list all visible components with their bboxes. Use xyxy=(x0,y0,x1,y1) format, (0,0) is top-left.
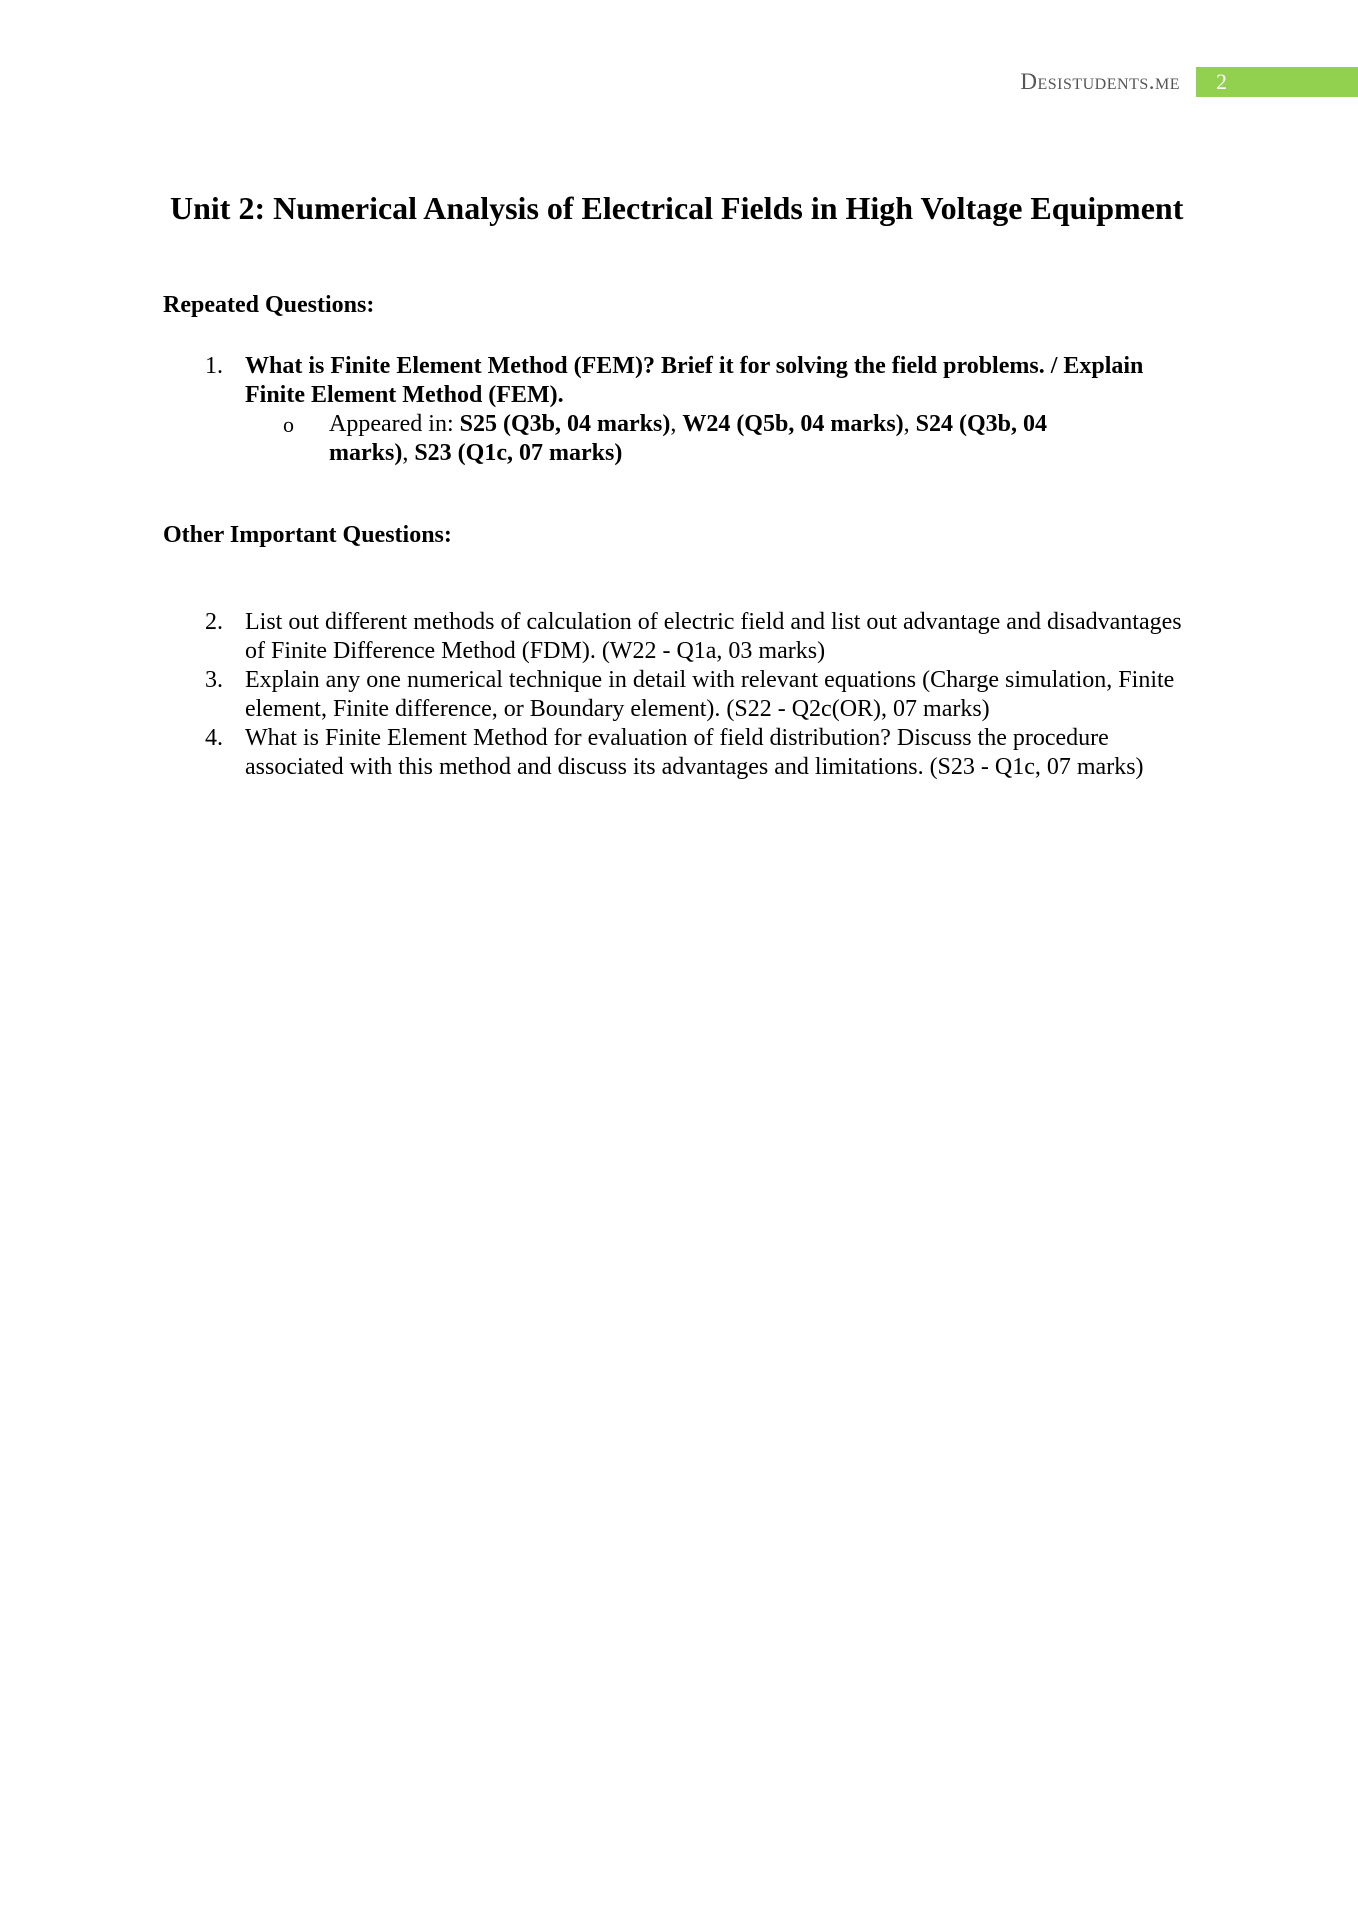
ref-separator: , xyxy=(402,440,415,466)
question-number: 4. xyxy=(205,725,223,751)
page-header xyxy=(1020,67,1358,97)
page-number-badge xyxy=(1196,67,1358,97)
question-text: What is Finite Element Method for evaluation of field distribution? Discuss the procedure associated with this method and discuss its advantages and limitations. (S23 - Q1c, 07 marks) xyxy=(245,725,1144,780)
other-questions-heading: Other Important Questions: xyxy=(163,522,452,548)
question-number: 1. xyxy=(205,353,223,379)
repeated-questions-list xyxy=(163,352,1193,468)
question-number: 2. xyxy=(205,609,223,635)
exam-ref: S23 (Q1c, 07 marks) xyxy=(414,440,623,466)
repeated-questions-heading: Repeated Questions: xyxy=(163,292,375,318)
appeared-in-prefix: Appeared in: xyxy=(329,411,460,437)
site-name: Desistudents.me xyxy=(1020,69,1180,94)
question-text: List out different methods of calculation of electric field and list out advantage and disadvantages of Finite Difference Method (FDM). (W22 - Q1a, 03 marks) xyxy=(245,609,1182,664)
page-title: Unit 2: Numerical Analysis of Electrical Fields in High Voltage Equipment xyxy=(170,190,1184,226)
list-item xyxy=(163,608,1193,666)
question-number: 3. xyxy=(205,667,223,693)
question-text: Explain any one numerical technique in detail with relevant equations (Charge simulation, Finite element, Finite difference, or Boundary element). (S22 - Q2c(OR), 07 marks) xyxy=(245,667,1175,722)
exam-ref: S25 (Q3b, 04 marks) xyxy=(459,411,671,437)
other-questions-list xyxy=(163,608,1193,782)
exam-ref: W24 (Q5b, 04 marks) xyxy=(682,411,904,437)
list-item xyxy=(163,666,1193,724)
circle-bullet-icon: o xyxy=(283,412,294,437)
appeared-in-item xyxy=(283,410,1193,468)
list-item xyxy=(163,352,1193,410)
question-text: What is Finite Element Method (FEM)? Brief it for solving the field problems. / Explain Finite Element Method (FEM). xyxy=(245,353,1144,408)
exam-ref: S24 (Q3b, 04 marks) xyxy=(329,411,1048,466)
ref-separator: , xyxy=(670,411,683,437)
list-item xyxy=(163,724,1193,782)
appeared-in-text xyxy=(329,410,1089,468)
ref-separator: , xyxy=(903,411,916,437)
page-number: 2 xyxy=(1216,69,1227,94)
